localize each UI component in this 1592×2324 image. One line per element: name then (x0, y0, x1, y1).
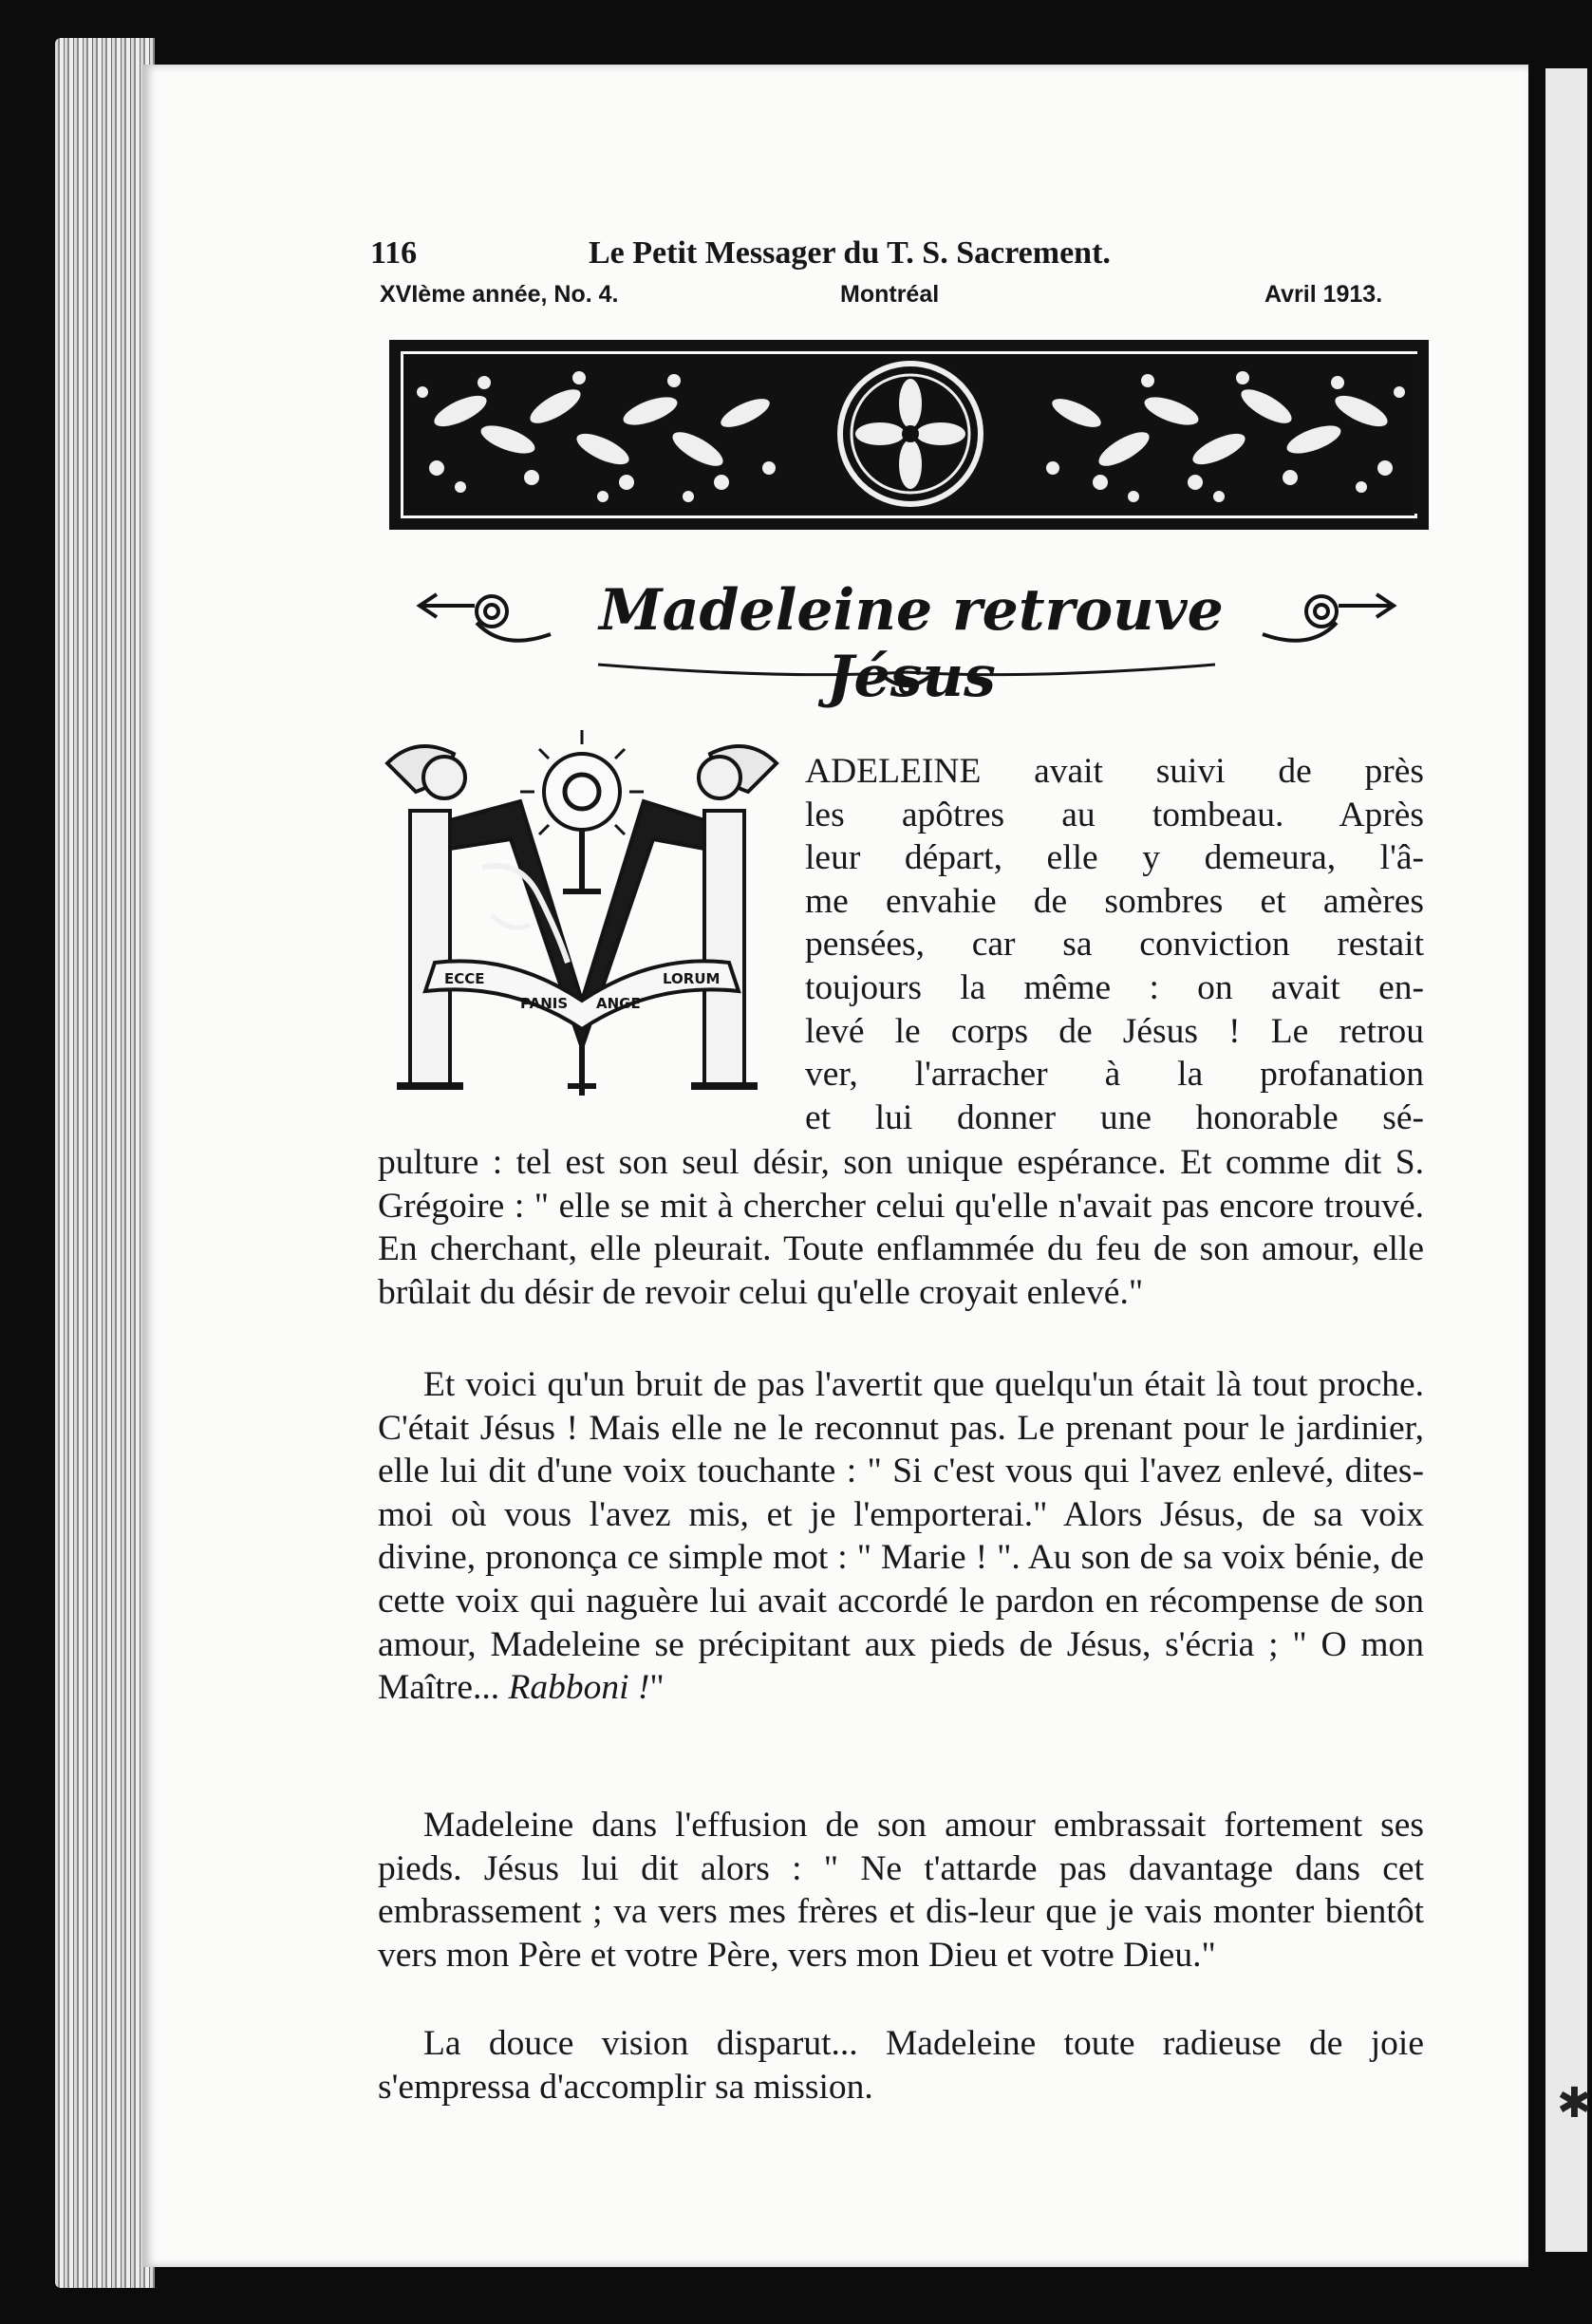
asterisk-mark-icon: ✱ (1557, 2080, 1592, 2127)
issue-city: Montréal (840, 281, 940, 308)
emphasis-rabboni: Rabboni ! (508, 1668, 650, 1708)
text-line: les apôtres au tombeau. Après (805, 795, 1424, 834)
first-paragraph-lines (805, 750, 1424, 1139)
text-line: ver, l'arracher à la profanation (805, 1055, 1424, 1095)
monstrance-initial-m-icon (378, 725, 786, 1115)
text-line: leur départ, elle y demeura, l'â- (805, 838, 1424, 878)
ribbon-word-1: ECCE (444, 970, 485, 987)
text-line: levé le corps de Jésus ! Le retrou (805, 1011, 1424, 1051)
text-line: pensées, car sa conviction restait (805, 925, 1424, 965)
book-page-edges (55, 38, 155, 2288)
ribbon-word-2: PANIS (520, 995, 569, 1012)
article-heading (408, 566, 1405, 708)
text-line: ADELEINE avait suivi de près (805, 752, 1424, 791)
paragraph-text: La douce vision disparut... Madeleine toute radieuse de joie s'empressa d'accomplir sa mission. (378, 2024, 1424, 2107)
paragraph-2 (378, 1363, 1424, 1710)
ribbon-word-3: ANGE (596, 995, 641, 1012)
paragraph-text: pulture : tel est son seul désir, son unique espérance. Et comme dit S. Grégoire : " elle se mit à chercher celui qu'elle n'avait pas encore trouvé. En cherchant, elle pleurait. Toute enflammée du feu de son amour, elle brûlait du désir de revoir celui qu'elle croyait enlevé." (378, 1143, 1424, 1312)
first-paragraph-continuation (378, 1141, 1424, 1314)
page-number: 116 (370, 235, 418, 271)
text-line: toujours la même : on avait en- (805, 967, 1424, 1007)
facing-page-edge (1545, 68, 1587, 2252)
text-line: et lui donner une honorable sé- (805, 1097, 1424, 1137)
ornamental-banner (389, 340, 1429, 530)
journal-title: Le Petit Messager du T. S. Sacrement. (589, 235, 1111, 271)
running-header (370, 235, 1395, 272)
paragraph-4 (378, 2022, 1424, 2108)
closing-quote: " (649, 1668, 665, 1708)
paragraph-3 (378, 1804, 1424, 1977)
text-line: me envahie de sombres et amères (805, 881, 1424, 921)
issue-number: XVIème année, No. 4. (380, 281, 619, 308)
illuminated-drop-cap (378, 725, 786, 1115)
issue-date: Avril 1913. (1264, 281, 1383, 308)
paragraph-text: Et voici qu'un bruit de pas l'avertit que quelqu'un était là tout proche. C'était Jésus ! Mais elle ne le reconnut pas. Le prenant pour le jardinier, elle lui dit d'une voix touchante : " Si c'est vous qui l'avez enlevé, dites-moi où vous l'avez mis, et je l'emporterai." Alors Jésus, de sa voix divine, prononça ce simple mot : " Marie ! ". Au son de sa voix bénie, de cette voix qui naguère lui avait accordé le pardon en récompense de son amour, Madeleine se précipitant aux pieds de Jésus, s'écria ; " O mon Maître... (378, 1365, 1424, 1708)
laurel-ornament-icon (403, 354, 1418, 514)
paragraph-text: Madeleine dans l'effusion de son amour embrassait fortement ses pieds. Jésus lui dit alors : " Ne t'attarde pas davantage dans cet embrassement ; va vers mes frères et dis-leur que je vais monter bientôt vers mon Père et votre Père, vers mon Dieu et votre Dieu." (378, 1806, 1424, 1975)
article-title: Madeleine retrouve Jésus (599, 577, 1224, 710)
ribbon-word-4: LORUM (663, 970, 721, 987)
